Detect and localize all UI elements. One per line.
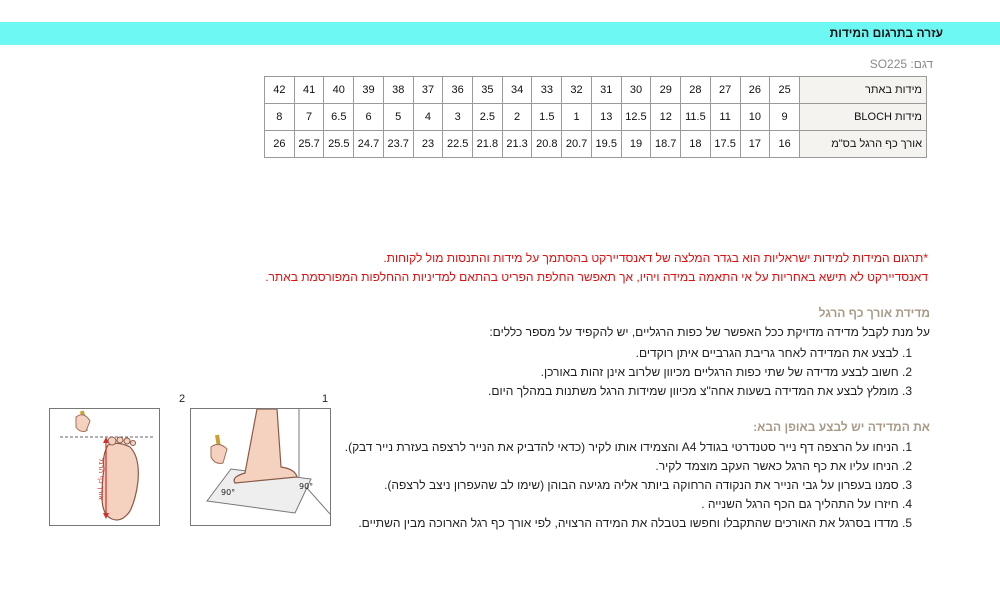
list-item: 3. סמנו בעפרון על גבי הנייר את הנקודה הרחוקה ביותר אליה מגיעה הבוהן (שימו לב שהעפרון ניצב לרצפה). bbox=[384, 478, 912, 492]
measure-rules-list bbox=[488, 344, 928, 401]
table-cell: 4 bbox=[413, 104, 443, 131]
table-cell: 33 bbox=[532, 77, 562, 104]
table-cell: 27 bbox=[710, 77, 740, 104]
table-cell: 1 bbox=[562, 104, 592, 131]
table-cell: 21.8 bbox=[473, 131, 503, 158]
table-cell: 22.5 bbox=[443, 131, 473, 158]
table-cell: 29 bbox=[651, 77, 681, 104]
figure-2-number: 2 bbox=[179, 393, 186, 405]
table-cell: 13 bbox=[591, 104, 621, 131]
table-cell: 16 bbox=[770, 131, 800, 158]
table-cell: 3 bbox=[443, 104, 473, 131]
list-item: 4. חיזרו על התהליך גם הכף הרגל השנייה . bbox=[701, 497, 912, 511]
list-item: 3. מומלץ לבצע את המדידה בשעות אחה"צ מכיוון שמידות הרגל משתנות במהלך היום. bbox=[488, 384, 912, 398]
foot-side-view-illustration bbox=[191, 409, 330, 525]
table-cell: 24.7 bbox=[354, 131, 384, 158]
how-section-title: את המדידה יש לבצע באופן הבא: bbox=[753, 420, 930, 434]
header-bar bbox=[0, 22, 1000, 45]
disclaimer-line-1: *תרגום המידות למידות ישראליות הוא בגדר המלצה של דאנסדיירקט בהסתמך על מידות והתנסות מול לקוחות. bbox=[383, 251, 928, 265]
table-cell: 18.7 bbox=[651, 131, 681, 158]
table-cell: 34 bbox=[502, 77, 532, 104]
table-cell: 7 bbox=[294, 104, 324, 131]
table-cell: 10 bbox=[740, 104, 770, 131]
table-cell: 17.5 bbox=[710, 131, 740, 158]
table-cell: 17 bbox=[740, 131, 770, 158]
table-cell: 23.7 bbox=[383, 131, 413, 158]
table-cell: 28 bbox=[681, 77, 711, 104]
table-row bbox=[265, 131, 927, 158]
table-cell: 6.5 bbox=[324, 104, 354, 131]
table-cell: 11 bbox=[710, 104, 740, 131]
table-cell: 31 bbox=[591, 77, 621, 104]
table-cell: 11.5 bbox=[681, 104, 711, 131]
table-cell: 25.5 bbox=[324, 131, 354, 158]
model-label: דגם: SO225 bbox=[869, 57, 933, 71]
table-cell: 6 bbox=[354, 104, 384, 131]
table-cell: 30 bbox=[621, 77, 651, 104]
disclaimer-line-2: דאנסדיירקט לא תישא באחריות על אי התאמה במידה ויהיו, אך תאפשר החלפת הפריט בהתאם למדיניות ההחלפות המפורסמת באתר. bbox=[265, 270, 928, 284]
list-item: 2. חשוב לבצע מדידה של שתי כפות הרגליים מכיוון שלרוב אינן זהות באורכן. bbox=[540, 365, 912, 379]
table-cell: 25 bbox=[770, 77, 800, 104]
table-cell: 26 bbox=[740, 77, 770, 104]
list-item: 5. מדדו בסרגל את האורכים שהתקבלו וחפשו בטבלה את המידה הרצויה, לפי אורך כף רגל הארוכה מבין השתיים. bbox=[358, 516, 912, 530]
table-row-label: מידות באתר bbox=[800, 77, 927, 104]
table-cell: 41 bbox=[294, 77, 324, 104]
table-cell: 19.5 bbox=[591, 131, 621, 158]
list-item: 1. לבצע את המדידה לאחר גריבת הגרביים איתן רוקדים. bbox=[635, 346, 912, 360]
table-cell: 9 bbox=[770, 104, 800, 131]
table-cell: 19 bbox=[621, 131, 651, 158]
figure-side-view bbox=[190, 408, 331, 526]
measure-section-title: מדידת אורך כף הרגל bbox=[818, 306, 930, 320]
how-steps-list bbox=[345, 438, 928, 533]
table-row bbox=[265, 104, 927, 131]
table-cell: 40 bbox=[324, 77, 354, 104]
table-cell: 23 bbox=[413, 131, 443, 158]
list-item: 1. הניחו על הרצפה דף נייר סטנדרטי בגודל A4 והצמידו אותו לקיר (כדאי להדביק את הנייר לרצפה בעזרת נייר דבק). bbox=[344, 440, 912, 454]
angle-label-a: 90° bbox=[221, 488, 236, 497]
foot-length-label: אורך כף הרגל bbox=[97, 457, 105, 501]
table-cell: 12 bbox=[651, 104, 681, 131]
table-cell: 20.8 bbox=[532, 131, 562, 158]
list-item: 2. הניחו עליו את כף הרגל כאשר העקב מוצמד לקיר. bbox=[655, 459, 912, 473]
measure-intro: על מנת לקבל מדידה מדויקת ככל האפשר של כפות הרגליים, יש להקפיד על מספר כללים: bbox=[489, 325, 930, 339]
table-cell: 21.3 bbox=[502, 131, 532, 158]
table-cell: 2.5 bbox=[473, 104, 503, 131]
size-conversion-table bbox=[264, 76, 927, 158]
table-cell: 5 bbox=[383, 104, 413, 131]
table-cell: 2 bbox=[502, 104, 532, 131]
table-row-label: אורך כף הרגל בס"מ bbox=[800, 131, 927, 158]
table-cell: 20.7 bbox=[562, 131, 592, 158]
table-cell: 36 bbox=[443, 77, 473, 104]
table-row bbox=[265, 77, 927, 104]
figure-top-view bbox=[49, 408, 160, 526]
table-cell: 35 bbox=[473, 77, 503, 104]
angle-label-b: 90° bbox=[299, 482, 314, 491]
table-cell: 12.5 bbox=[621, 104, 651, 131]
foot-top-view-illustration bbox=[50, 409, 159, 525]
table-cell: 26 bbox=[265, 131, 295, 158]
table-cell: 8 bbox=[265, 104, 295, 131]
figure-1-number: 1 bbox=[322, 393, 329, 405]
table-row-label: מידות BLOCH bbox=[800, 104, 927, 131]
table-cell: 38 bbox=[383, 77, 413, 104]
table-cell: 32 bbox=[562, 77, 592, 104]
page-title: עזרה בתרגום המידות bbox=[829, 26, 943, 40]
table-cell: 37 bbox=[413, 77, 443, 104]
table-cell: 25.7 bbox=[294, 131, 324, 158]
table-cell: 42 bbox=[265, 77, 295, 104]
table-cell: 18 bbox=[681, 131, 711, 158]
table-cell: 39 bbox=[354, 77, 384, 104]
table-cell: 1.5 bbox=[532, 104, 562, 131]
